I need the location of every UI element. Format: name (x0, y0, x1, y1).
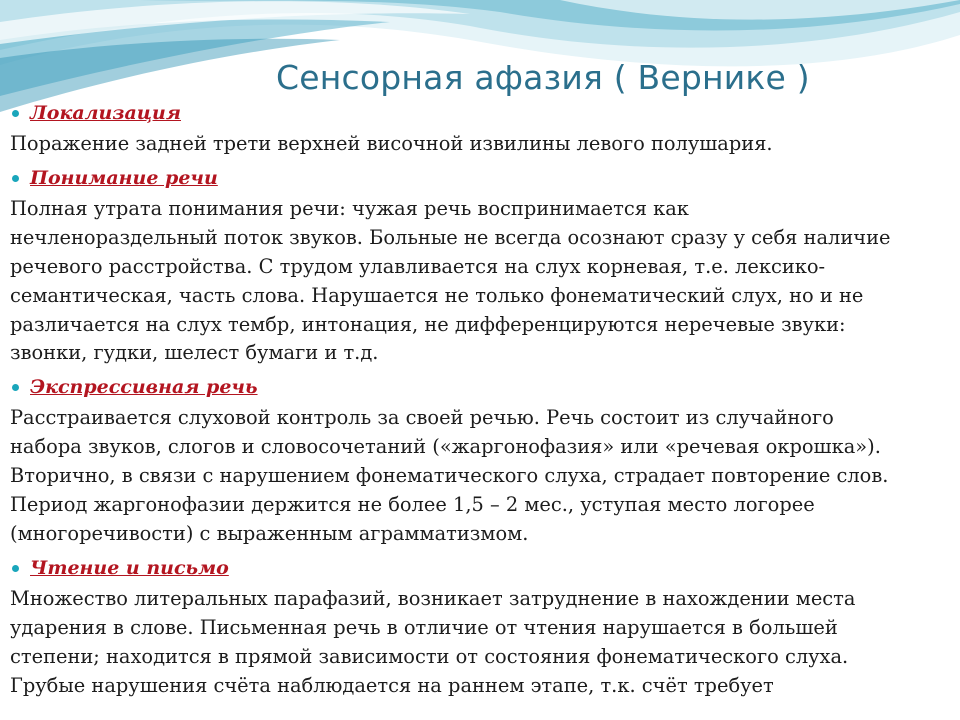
text-line: набора звуков, слогов и словосочетаний («жаргонофазия» или «речевая окрошка»). (10, 435, 881, 459)
heading-text: Понимание речи (30, 166, 218, 189)
text-line: семантическая, часть слова. Нарушается не только фонематический слух, но и не (10, 283, 864, 307)
text-line: ударения в слове. Письменная речь в отличие от чтения нарушается в большей (10, 615, 838, 639)
text-line: Период жаргонофазии держится не более 1,5 – 2 мес., уступая место логорее (10, 493, 815, 517)
text-line: Множество литеральных парафазий, возникает затруднение в нахождении места (10, 586, 856, 610)
text-line: Вторично, в связи с нарушением фонематического слуха, страдает повторение слов. (10, 464, 889, 488)
section-expressive-speech (10, 370, 950, 549)
bullet-icon (12, 175, 19, 182)
text-line: Грубые нарушения счёта наблюдается на раннем этапе, т.к. счёт требует (10, 673, 774, 697)
text-line: степени; находится в прямой зависимости от состояния фонематического слуха. (10, 644, 849, 668)
text-line: Расстраивается слуховой контроль за своей речью. Речь состоит из случайного (10, 406, 834, 430)
section-heading (10, 96, 950, 130)
text-line: Полная утрата понимания речи: чужая речь воспринимается как (10, 196, 689, 220)
section-heading (10, 551, 950, 585)
text-line: (многоречивости) с выраженным аграмматизмом. (10, 521, 529, 545)
section-text (10, 130, 950, 159)
heading-text: Экспрессивная речь (30, 376, 258, 399)
section-heading (10, 370, 950, 404)
section-speech-understanding (10, 161, 950, 368)
bullet-icon (12, 565, 19, 572)
text-line: речевого расстройства. С трудом улавливается на слух корневая, т.е. лексико- (10, 254, 826, 278)
section-heading (10, 161, 950, 195)
section-reading-writing (10, 551, 950, 701)
section-text (10, 585, 950, 701)
heading-text: Локализация (30, 102, 181, 124)
section-text (10, 195, 950, 368)
section-localization (10, 96, 950, 159)
text-line: нечленораздельный поток звуков. Больные не всегда осознают сразу у себя наличие (10, 225, 891, 249)
section-text (10, 404, 950, 549)
bullet-icon (12, 110, 19, 117)
slide-title: Сенсорная афазия ( Вернике ) (276, 58, 810, 97)
text-line: Поражение задней трети верхней височной извилины левого полушария. (10, 132, 773, 155)
slide-content (10, 96, 950, 703)
text-line: различается на слух тембр, интонация, не дифференцируются неречевые звуки: (10, 312, 846, 336)
text-line: звонки, гудки, шелест бумаги и т.д. (10, 341, 379, 365)
heading-text: Чтение и письмо (30, 556, 229, 579)
bullet-icon (12, 384, 19, 391)
